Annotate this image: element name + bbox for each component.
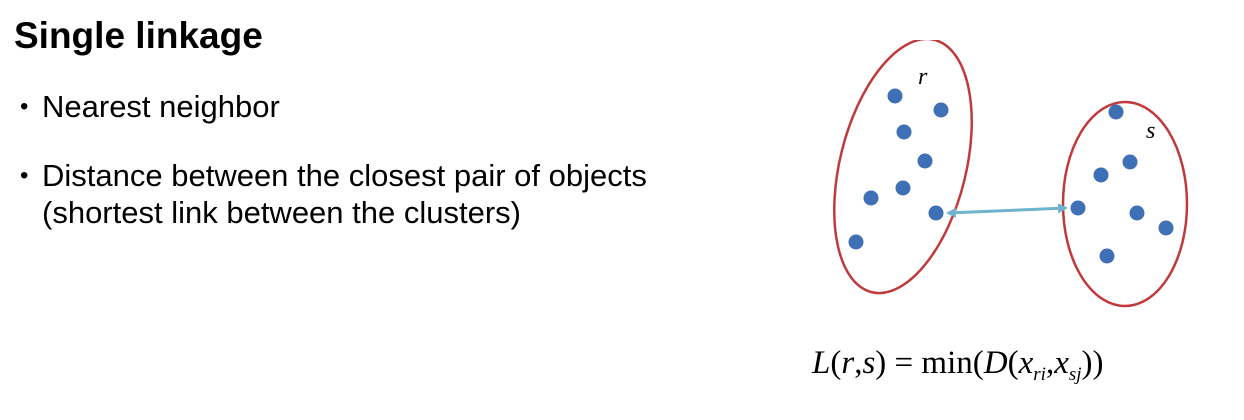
- cluster-s-points: [1071, 105, 1174, 264]
- formula-x-r: x: [1018, 345, 1034, 381]
- slide-title: Single linkage: [14, 15, 263, 56]
- cluster-diagram: [810, 40, 1210, 315]
- formula-distance: D: [983, 345, 1008, 381]
- bullet-dot-icon: •: [20, 162, 29, 189]
- data-point: [849, 235, 864, 250]
- cluster-r-ellipse: [810, 40, 995, 307]
- formula-paren: (: [830, 345, 842, 381]
- bullet-closest-pair: [20, 157, 647, 231]
- formula-arg-s: s: [862, 345, 876, 381]
- formula-paren: (: [1007, 345, 1019, 381]
- formula-comma: ,: [1045, 345, 1055, 381]
- bullet-line: Nearest neighbor: [42, 89, 280, 124]
- bullet-dot-icon: •: [20, 93, 29, 120]
- cluster-r-points: [849, 89, 949, 250]
- data-point: [888, 89, 903, 104]
- cluster-r-label: r: [918, 64, 928, 90]
- data-point: [1071, 201, 1086, 216]
- data-point: [934, 103, 949, 118]
- data-point: [1100, 249, 1115, 264]
- bullet-line: Distance between the closest pair of objects: [42, 158, 647, 193]
- bullet-nearest-neighbor: [20, 88, 647, 125]
- formula-arg-r: r: [841, 345, 855, 381]
- double-arrow-icon: [948, 208, 1066, 213]
- data-point: [1094, 168, 1109, 183]
- formula-paren: (: [972, 345, 984, 381]
- formula-equals: =: [886, 345, 922, 381]
- formula-paren: )): [1081, 345, 1104, 381]
- data-point: [918, 154, 933, 169]
- data-point: [1109, 105, 1124, 120]
- formula-subscript-sj: sj: [1068, 364, 1082, 385]
- data-point: [929, 206, 944, 221]
- cluster-diagram-svg: [810, 40, 1210, 315]
- formula-x-s: x: [1054, 345, 1069, 381]
- data-point: [1159, 221, 1174, 236]
- formula-min: min: [921, 345, 973, 381]
- data-point: [896, 181, 911, 196]
- formula-comma: ,: [854, 345, 863, 381]
- data-point: [897, 125, 912, 140]
- cluster-s-label: s: [1146, 118, 1156, 144]
- bullet-line: (shortest link between the clusters): [42, 195, 521, 230]
- formula-paren: ): [875, 345, 887, 381]
- formula-subscript-ri: ri: [1033, 364, 1046, 385]
- data-point: [1123, 155, 1138, 170]
- formula-function: L: [812, 345, 831, 381]
- bullet-list: [20, 88, 647, 263]
- data-point: [1130, 206, 1145, 221]
- bullet-text: [42, 88, 280, 125]
- bullet-text: [42, 157, 647, 231]
- data-point: [864, 191, 879, 206]
- single-linkage-formula: [812, 342, 1104, 384]
